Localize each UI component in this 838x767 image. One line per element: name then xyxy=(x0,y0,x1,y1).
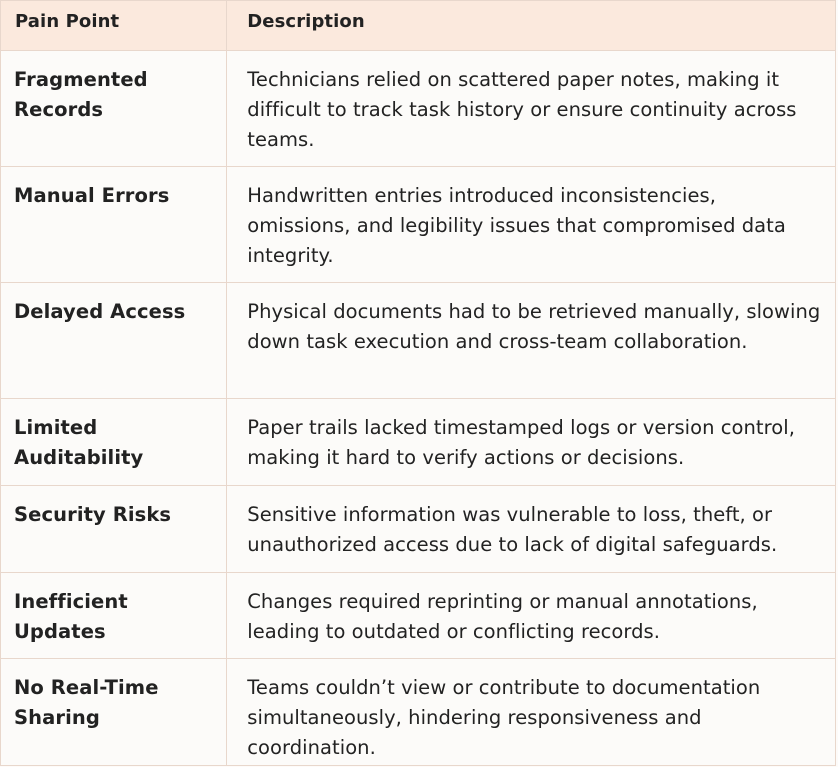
pain-point-cell: No Real-Time Sharing xyxy=(1,659,227,766)
table-row xyxy=(1,167,836,283)
header-row xyxy=(1,1,836,51)
description-cell: Technicians relied on scattered paper notes, making it difficult to track task history or ensure continuity across teams. xyxy=(227,51,836,167)
pain-point-cell: Limited Auditability xyxy=(1,399,227,486)
table-row xyxy=(1,486,836,573)
pain-point-cell: Delayed Access xyxy=(1,283,227,399)
table-row xyxy=(1,283,836,399)
table-header xyxy=(1,1,836,51)
description-cell: Teams couldn’t view or contribute to documentation simultaneously, hindering responsiveness and coordination. xyxy=(227,659,836,766)
description-cell: Paper trails lacked timestamped logs or version control, making it hard to verify actions or decisions. xyxy=(227,399,836,486)
pain-point-cell: Manual Errors xyxy=(1,167,227,283)
table-body xyxy=(1,51,836,766)
description-cell: Handwritten entries introduced inconsistencies, omissions, and legibility issues that compromised data integrity. xyxy=(227,167,836,283)
column-header-description: Description xyxy=(227,1,836,51)
table-row xyxy=(1,399,836,486)
table-row xyxy=(1,659,836,766)
description-cell: Changes required reprinting or manual annotations, leading to outdated or conflicting records. xyxy=(227,573,836,659)
column-header-pain-point: Pain Point xyxy=(1,1,227,51)
pain-point-cell: Security Risks xyxy=(1,486,227,573)
table-row xyxy=(1,51,836,167)
pain-point-cell: Inefficient Updates xyxy=(1,573,227,659)
description-cell: Sensitive information was vulnerable to loss, theft, or unauthorized access due to lack of digital safeguards. xyxy=(227,486,836,573)
pain-point-cell: Fragmented Records xyxy=(1,51,227,167)
description-cell: Physical documents had to be retrieved manually, slowing down task execution and cross-team collaboration. xyxy=(227,283,836,399)
table-row xyxy=(1,573,836,659)
